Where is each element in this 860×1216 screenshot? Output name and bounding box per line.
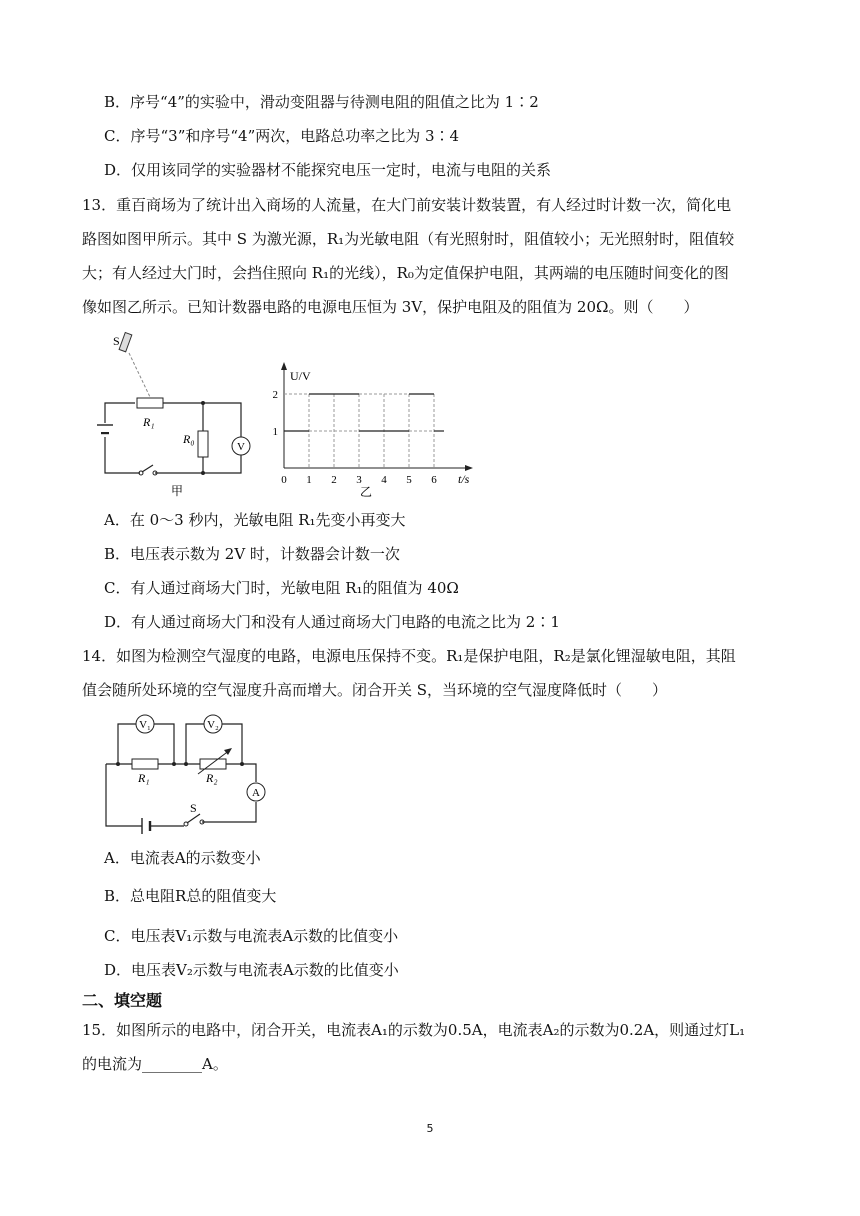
switch-icon [139,465,157,475]
x-axis-arrow [465,465,473,471]
q13-option-d: D．有人通过商场大门和没有人通过商场大门电路的电流之比为 2∶1 [104,613,560,631]
section-title: 二、填空题 [82,991,163,1010]
v1-label: V₁ [139,719,151,731]
r1-resistor [137,398,163,408]
source-label: S [113,334,120,348]
x-tick-label: 0 [281,474,287,486]
r1-label: R₁ [143,415,155,429]
v2-label: V₂ [207,719,219,731]
battery-icon [142,818,150,834]
q14-stem-line-1: 14．如图为检测空气湿度的电路，电源电压保持不变。R₁是保护电阻，R₂是氯化锂湿敏电阻，其阻 [82,647,736,665]
r0-label: R₀ [183,432,195,446]
q13-voltage-time-chart [268,358,483,500]
x-tick-label: 3 [356,474,362,486]
q13-stem-line-4: 像如图乙所示。已知计数器电路的电源电压恒为 3V，保护电阻及的阻值为 20Ω。则（ ） [82,298,699,316]
q12-option-c: C．序号“3”和序号“4”两次，电路总功率之比为 3∶4 [104,127,460,145]
q15-stem-line-1: 15．如图所示的电路中，闭合开关，电流表A₁的示数为0.5A，电流表A₂的示数为0.2A，则通过灯L₁ [82,1021,746,1039]
q12-option-d: D．仅用该同学的实验器材不能探究电压一定时，电流与电阻的关系 [104,161,552,179]
y-axis-arrow [281,362,287,370]
q13-option-a: A．在 0～3 秒内，光敏电阻 R₁先变小再变大 [104,511,406,529]
q14-option-d: D．电压表V₂示数与电流表A示数的比值变小 [104,961,399,979]
y-axis-label: U/V [290,369,311,383]
x-tick-label: 6 [431,474,437,486]
q13-option-b: B．电压表示数为 2V 时，计数器会计数一次 [104,545,400,563]
r1-label: R₁ [138,771,150,785]
r0-resistor [198,431,208,457]
r2-humidity-resistor [200,759,226,769]
q13-circuit-figure-jia [95,325,270,500]
laser-source-icon [119,333,132,352]
q14-option-b: B．总电阻R总的阻值变大 [104,887,277,905]
q13-stem-line-2: 路图如图甲所示。其中 S 为激光源，R₁为光敏电阻（有光照射时，阻值较小；无光照射时，阻值较 [82,230,735,248]
switch-icon [184,814,204,826]
x-tick-label: 1 [306,474,312,486]
switch-label: S [190,801,197,815]
battery-icon [97,425,113,433]
q12-option-b: B．序号“4”的实验中，滑动变阻器与待测电阻的阻值之比为 1∶2 [104,93,539,111]
x-axis-label: t/s [458,472,470,486]
figure-yi-label: 乙 [359,485,373,499]
q14-stem-line-2: 值会随所处环境的空气湿度升高而增大。闭合开关 S，当环境的空气湿度降低时（ ） [82,681,668,699]
y-tick-label: 2 [272,389,278,401]
r1-resistor [132,759,158,769]
x-tick-label: 4 [381,474,387,486]
q13-option-c: C．有人通过商场大门时，光敏电阻 R₁的阻值为 40Ω [104,579,459,597]
q14-option-c: C．电压表V₁示数与电流表A示数的比值变小 [104,927,399,945]
r2-label: R₂ [206,771,218,785]
q14-circuit-figure [98,708,270,836]
voltmeter-label: V [237,441,245,453]
laser-beam [129,353,150,397]
page-number: 5 [426,1122,434,1135]
x-tick-label: 5 [406,474,412,486]
q13-stem-line-1: 13．重百商场为了统计出入商场的人流量，在大门前安装计数装置，有人经过时计数一次，简化电 [82,196,732,214]
figure-jia-label: 甲 [170,484,184,498]
q13-stem-line-3: 大；有人经过大门时，会挡住照向 R₁的光线），R₀为定值保护电阻，其两端的电压随时间变化的图 [82,264,729,282]
q15-stem-line-2: 的电流为________A。 [82,1055,228,1073]
x-tick-label: 2 [331,474,337,486]
q14-option-a: A．电流表A的示数变小 [104,849,261,867]
ammeter-label: A [252,787,260,799]
y-tick-label: 1 [272,426,278,438]
